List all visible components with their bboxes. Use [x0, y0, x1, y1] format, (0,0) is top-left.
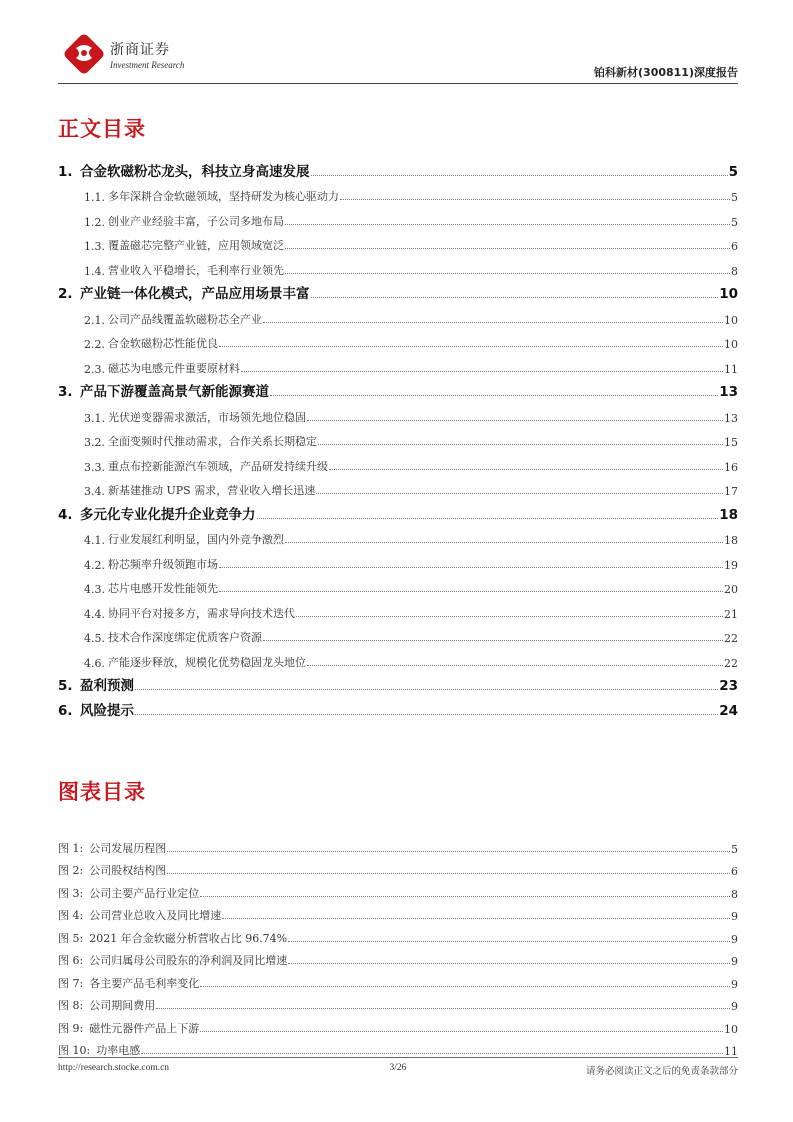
toc-entry-title: 粉芯频率升级领跑市场	[108, 557, 218, 571]
toc-leader-dots	[285, 542, 723, 543]
toc-section-entry[interactable]	[58, 523, 738, 548]
figure-list-entry[interactable]	[58, 1036, 738, 1059]
figure-page: 9	[731, 932, 738, 946]
toc-entry-page: 10	[724, 313, 738, 327]
figure-label: 图 10:	[58, 1044, 91, 1057]
figure-leader-dots	[141, 1053, 723, 1054]
figure-list-entry[interactable]	[58, 968, 738, 991]
toc-entry-number: 1.1.	[84, 191, 105, 204]
toc-entry-title: 多年深耕合金软磁领域，坚持研发为核心驱动力	[108, 190, 339, 203]
figure-label: 图 2:	[58, 864, 84, 877]
toc-entry-title: 产能逐步释放，规模化优势稳固龙头地位	[108, 655, 306, 669]
toc-entry-number: 2.2.	[84, 338, 105, 351]
toc-leader-dots	[270, 395, 718, 396]
toc-entry-title: 产品下游覆盖高景气新能源赛道	[80, 384, 269, 400]
toc-section-entry[interactable]	[58, 229, 738, 254]
toc-section-entry[interactable]	[58, 180, 738, 205]
toc-entry-page: 11	[724, 362, 738, 376]
toc-entry-title: 合金软磁粉芯性能优良	[108, 337, 218, 350]
toc-entry-number: 4.	[58, 506, 73, 523]
figure-label: 图 7:	[58, 976, 84, 990]
figure-title: 2021 年合金软磁分析营收占比 96.74%	[89, 931, 288, 945]
toc-leader-dots	[135, 714, 718, 715]
figure-list-entry[interactable]	[58, 833, 738, 856]
toc-leader-dots	[316, 493, 723, 494]
toc-section-entry[interactable]	[58, 302, 738, 327]
toc-section-entry[interactable]	[58, 425, 738, 450]
toc-section-entry[interactable]	[58, 621, 738, 646]
toc-entry-title: 覆盖磁芯完整产业链，应用领域宽泛	[108, 239, 284, 252]
toc-leader-dots	[257, 518, 719, 519]
figure-list-entry[interactable]	[58, 878, 738, 901]
toc-leader-dots	[285, 273, 730, 274]
toc-leader-dots	[135, 689, 718, 690]
toc-chapter-entry[interactable]	[58, 694, 738, 719]
toc-entry-number: 2.	[58, 286, 73, 302]
figure-label: 图 5:	[58, 931, 84, 945]
toc-entry-title: 合金软磁粉芯龙头，科技立身高速发展	[80, 163, 310, 180]
toc-leader-dots	[219, 591, 723, 592]
toc-section-entry[interactable]	[58, 253, 738, 278]
figure-list-entry[interactable]	[58, 1013, 738, 1036]
toc-entry-page: 5	[731, 215, 738, 229]
toc-chapter-entry[interactable]	[58, 498, 738, 523]
figure-label: 图 6:	[58, 954, 84, 967]
toc-entry-number: 1.3.	[84, 240, 105, 253]
toc-entry-number: 3.3.	[84, 460, 105, 474]
toc-entry-title: 协同平台对接多方，需求导向技术迭代	[108, 606, 295, 620]
toc-entry-number: 2.1.	[84, 313, 105, 327]
toc-leader-dots	[263, 322, 723, 323]
toc-entry-page: 23	[719, 678, 738, 694]
toc-leader-dots	[219, 567, 723, 568]
toc-entry-number: 4.2.	[84, 558, 105, 572]
figure-title: 公司股权结构图	[89, 864, 167, 877]
toc-entry-title: 产业链一体化模式，产品应用场景丰富	[80, 286, 310, 302]
toc-leader-dots	[329, 469, 723, 470]
toc-entry-number: 5.	[58, 678, 73, 694]
toc-entry-number: 3.2.	[84, 436, 105, 449]
toc-leader-dots	[285, 224, 730, 225]
page-number: 3/26	[389, 1063, 407, 1073]
toc-entry-page: 24	[719, 702, 738, 719]
figure-list-entry[interactable]	[58, 856, 738, 879]
toc-entry-title: 风险提示	[80, 702, 134, 719]
toc-entry-number: 2.3.	[84, 362, 105, 376]
toc-section-entry[interactable]	[58, 400, 738, 425]
toc-chapter-entry[interactable]	[58, 278, 738, 303]
figure-list	[58, 833, 738, 1058]
figure-title: 公司营业总收入及同比增速	[89, 909, 222, 922]
figure-leader-dots	[167, 873, 730, 874]
toc-entry-page: 10	[724, 338, 738, 351]
toc-leader-dots	[296, 616, 723, 617]
toc-entry-title: 营业收入平稳增长，毛利率行业领先	[108, 263, 284, 277]
toc-entry-title: 重点布控新能源汽车领域，产品研发持续升级	[108, 459, 328, 473]
toc-leader-dots	[285, 248, 730, 249]
figure-title: 公司归属母公司股东的净利润及同比增速	[89, 954, 288, 967]
page-header	[58, 34, 738, 82]
figure-leader-dots	[288, 941, 730, 942]
toc-entry-page: 5	[728, 163, 738, 180]
figure-list-entry[interactable]	[58, 991, 738, 1014]
toc-entry-title: 行业发展红利明显，国内外竞争激烈	[108, 533, 284, 546]
toc-entry-page: 22	[724, 656, 738, 670]
toc-entry-page: 8	[731, 264, 738, 278]
figure-leader-dots	[222, 918, 730, 919]
toc-entry-page: 18	[724, 534, 738, 547]
figure-leader-dots	[200, 1031, 723, 1032]
toc-entry-number: 3.	[58, 384, 73, 400]
logo-english-name: Investment Research	[110, 60, 185, 70]
figure-page: 5	[731, 842, 738, 856]
footer-url-link[interactable]: http://research.stocke.com.cn	[58, 1063, 170, 1073]
toc-entry-page: 15	[724, 436, 738, 449]
toc-entry-title: 全面变频时代推动需求，合作关系长期稳定	[108, 435, 317, 448]
figure-leader-dots	[288, 963, 730, 964]
toc-entry-page: 18	[719, 506, 738, 523]
toc-chapter-entry[interactable]	[58, 670, 738, 695]
toc-entry-title: 创业产业经验丰富，子公司多地布局	[108, 214, 284, 228]
toc-entry-number: 1.4.	[84, 264, 105, 278]
toc-entry-page: 19	[724, 558, 738, 572]
figure-page: 8	[731, 887, 738, 901]
toc-entry-number: 3.4.	[84, 485, 105, 498]
toc-entry-number: 4.6.	[84, 656, 105, 670]
toc-entry-page: 10	[719, 286, 738, 302]
toc-entry-title: 多元化专业化提升企业竞争力	[80, 506, 256, 523]
toc-section-entry[interactable]	[58, 547, 738, 572]
page-footer	[58, 1063, 738, 1077]
toc-entry-page: 16	[724, 460, 738, 474]
toc-chapter-entry[interactable]	[58, 376, 738, 401]
toc-entry-number: 6.	[58, 702, 73, 719]
toc-leader-dots	[219, 346, 723, 347]
figure-title: 功率电感	[96, 1044, 141, 1057]
toc-title: 正文目录	[58, 117, 146, 141]
figure-leader-dots	[200, 896, 730, 897]
figure-list-entry[interactable]	[58, 901, 738, 924]
toc-entry-number: 3.1.	[84, 411, 105, 425]
toc-entry-title: 盈利预测	[80, 678, 134, 694]
toc-entry-page: 17	[724, 485, 738, 498]
toc-leader-dots	[263, 640, 723, 641]
toc-entry-number: 4.4.	[84, 607, 105, 621]
toc-leader-dots	[311, 297, 719, 298]
toc-chapter-entry[interactable]	[58, 155, 738, 180]
toc-entry-title: 芯片电感开发性能领先	[108, 582, 218, 595]
toc-entry-title: 技术合作深度绑定优质客户资源	[108, 631, 262, 644]
toc-entry-page: 22	[724, 632, 738, 645]
toc-entry-page: 5	[731, 191, 738, 204]
toc-section-entry[interactable]	[58, 474, 738, 499]
figure-leader-dots	[167, 851, 730, 852]
figure-title: 公司主要产品行业定位	[89, 886, 200, 900]
toc-section-entry[interactable]	[58, 449, 738, 474]
figure-page: 9	[731, 1000, 738, 1013]
toc-section-entry[interactable]	[58, 596, 738, 621]
toc-leader-dots	[307, 665, 723, 666]
toc-entry-page: 20	[724, 583, 738, 596]
figure-page: 9	[731, 955, 738, 968]
toc-entry-page: 21	[724, 607, 738, 621]
figure-title: 各主要产品毛利率变化	[89, 976, 200, 990]
figure-label: 图 3:	[58, 886, 84, 900]
toc-entry-title: 光伏逆变器需求激活，市场领先地位稳固	[108, 410, 306, 424]
logo-chinese-name: 浙商证券	[110, 42, 170, 58]
zheshang-logo-icon	[64, 34, 104, 74]
toc-section-entry[interactable]	[58, 645, 738, 670]
toc-section-entry[interactable]	[58, 327, 738, 352]
footer-disclaimer: 请务必阅读正文之后的免责条款部分	[585, 1066, 738, 1077]
figure-label: 图 1:	[58, 841, 84, 855]
toc-entry-number: 4.1.	[84, 534, 105, 547]
toc-entry-number: 1.2.	[84, 215, 105, 229]
figure-title: 公司发展历程图	[89, 841, 167, 855]
toc-entry-number: 4.3.	[84, 583, 105, 596]
figure-list-entry[interactable]	[58, 923, 738, 946]
toc-leader-dots	[311, 175, 728, 176]
table-of-contents	[58, 155, 738, 719]
toc-entry-page: 6	[731, 240, 738, 253]
toc-entry-title: 公司产品线覆盖软磁粉芯全产业	[108, 312, 262, 326]
figure-page: 9	[731, 910, 738, 923]
figure-leader-dots	[156, 1008, 730, 1009]
figure-page: 9	[731, 977, 738, 991]
figure-leader-dots	[200, 986, 730, 987]
toc-section-entry[interactable]	[58, 204, 738, 229]
figure-page: 11	[724, 1045, 738, 1058]
toc-entry-page: 13	[719, 384, 738, 400]
figure-page: 10	[724, 1022, 738, 1036]
figure-page: 6	[731, 865, 738, 878]
toc-entry-number: 1.	[58, 163, 73, 180]
toc-entry-title: 新基建推动 UPS 需求，营业收入增长迅速	[108, 484, 316, 497]
figure-title: 磁性元器件产品上下游	[89, 1021, 200, 1035]
header-divider	[58, 83, 738, 84]
figure-label: 图 8:	[58, 999, 84, 1012]
report-title: 铂科新材(300811)深度报告	[594, 66, 738, 79]
toc-section-entry[interactable]	[58, 351, 738, 376]
toc-entry-number: 4.5.	[84, 632, 105, 645]
figure-list-title: 图表目录	[58, 780, 146, 804]
footer-divider	[58, 1057, 738, 1058]
figure-label: 图 4:	[58, 909, 84, 922]
toc-entry-title: 磁芯为电感元件重要原材料	[108, 361, 240, 375]
toc-leader-dots	[340, 199, 730, 200]
figure-title: 公司期间费用	[89, 999, 156, 1012]
toc-entry-page: 13	[724, 411, 738, 425]
toc-leader-dots	[307, 420, 723, 421]
toc-section-entry[interactable]	[58, 572, 738, 597]
toc-leader-dots	[241, 371, 723, 372]
figure-label: 图 9:	[58, 1021, 84, 1035]
toc-leader-dots	[318, 444, 723, 445]
figure-list-entry[interactable]	[58, 946, 738, 969]
